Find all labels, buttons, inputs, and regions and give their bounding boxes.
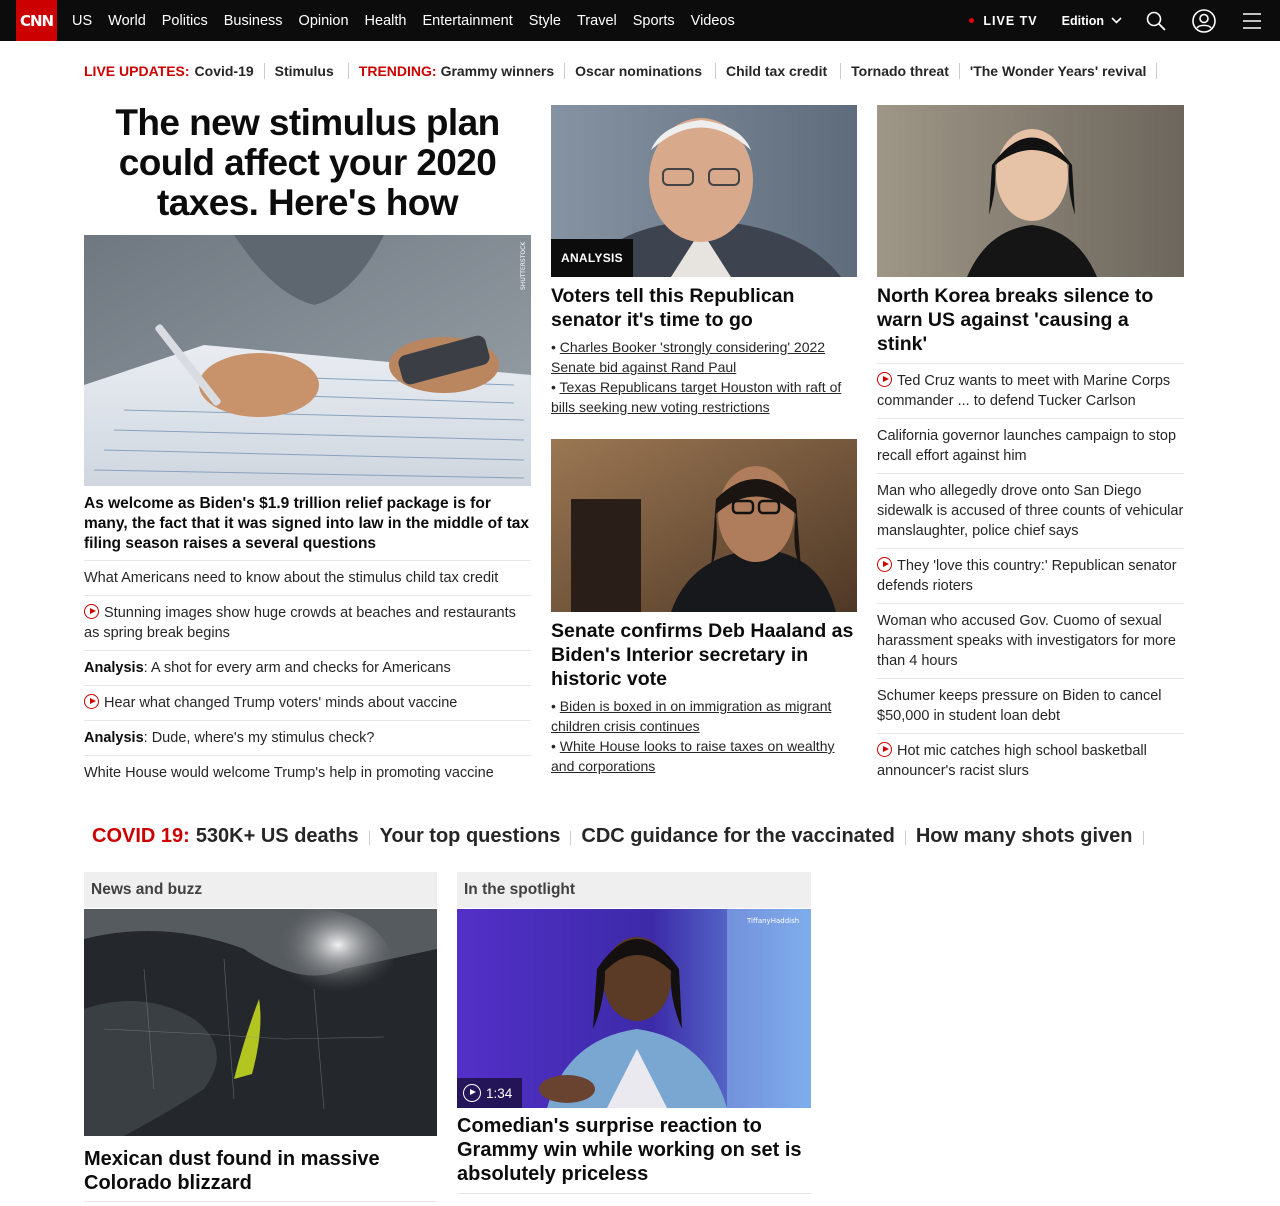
- nav-link-travel[interactable]: Travel: [576, 12, 617, 29]
- divider: [570, 831, 571, 845]
- bullet-item[interactable]: • Texas Republicans target Houston with raft of bills seeking new voting restrictions: [551, 379, 842, 415]
- nav-link-us[interactable]: US: [72, 12, 93, 29]
- lead-related-links: [84, 560, 531, 790]
- live-tv-button[interactable]: [969, 14, 1037, 28]
- link-text: California governor launches campaign to stop recall effort against him: [877, 428, 1177, 464]
- list-item[interactable]: [877, 473, 1184, 548]
- satellite-map: [84, 909, 437, 1136]
- bullet-item[interactable]: • White House looks to raise taxes on wealthy and corporations: [551, 738, 835, 774]
- video-thumbnail-comedian[interactable]: [457, 909, 811, 1108]
- nav-link-style[interactable]: Style: [528, 12, 561, 29]
- link-text: Stunning images show huge crowds at beaches and restaurants as spring break begins: [84, 605, 516, 641]
- image-credit: SHUTTERSTOCK: [520, 241, 527, 290]
- covid-link-questions[interactable]: Your top questions: [379, 824, 561, 847]
- play-video-icon: [84, 694, 99, 709]
- nav-link-politics[interactable]: Politics: [161, 12, 208, 29]
- story-title-blizzard[interactable]: Mexican dust found in massive Colorado blizzard: [84, 1148, 380, 1194]
- bullet-link[interactable]: Texas Republicans target Houston with raft of bills seeking new voting restrictions: [551, 379, 842, 415]
- list-item[interactable]: [84, 685, 531, 720]
- link-text: Ted Cruz wants to meet with Marine Corps commander ... to defend Tucker Carlson: [877, 373, 1171, 409]
- story-image-senator[interactable]: [551, 105, 857, 277]
- link-text: Hot mic catches high school basketball announcer's racist slurs: [877, 743, 1147, 779]
- search-icon[interactable]: [1144, 9, 1168, 33]
- hamburger-menu-icon[interactable]: [1240, 9, 1264, 33]
- lead-image-tax-form[interactable]: [84, 235, 531, 486]
- link-text: White House would welcome Trump's help in promoting vaccine: [84, 765, 494, 781]
- col3-related-links: [877, 363, 1184, 788]
- trending-bar: [84, 62, 1167, 80]
- divider: [564, 63, 565, 79]
- link-text: Woman who accused Gov. Cuomo of sexual harassment speaks with investigators for more than 4 hours: [877, 613, 1176, 669]
- divider: [369, 831, 370, 845]
- trending-label: TRENDING:: [358, 63, 437, 79]
- haaland-portrait: [551, 439, 857, 612]
- trending-link-wonder-years[interactable]: 'The Wonder Years' revival: [969, 63, 1147, 79]
- tax-form-illustration: [84, 235, 531, 486]
- list-item[interactable]: [877, 733, 1184, 788]
- divider: [1156, 63, 1157, 79]
- divider: [348, 63, 349, 79]
- story-image-satellite[interactable]: [84, 909, 437, 1136]
- video-duration-badge: [457, 1078, 522, 1108]
- list-item[interactable]: [877, 418, 1184, 473]
- divider: [905, 831, 906, 845]
- list-item[interactable]: [84, 755, 531, 790]
- trending-link-grammy[interactable]: Grammy winners: [440, 63, 555, 79]
- link-text: : Dude, where's my stimulus check?: [143, 730, 375, 746]
- link-text: : A shot for every arm and checks for Americans: [143, 660, 451, 676]
- bullet-link[interactable]: White House looks to raise taxes on wealthy and corporations: [551, 738, 835, 774]
- list-item[interactable]: [877, 363, 1184, 418]
- bullet-item[interactable]: • Charles Booker 'strongly considering' 2022 Senate bid against Rand Paul: [551, 339, 826, 375]
- list-item[interactable]: [84, 720, 531, 755]
- link-text: Hear what changed Trump voters' minds about vaccine: [104, 695, 458, 711]
- story-image-haaland[interactable]: [551, 439, 857, 612]
- play-video-icon: [877, 557, 892, 572]
- lead-summary[interactable]: As welcome as Biden's $1.9 trillion relief package is for many, the fact that it was signed into law in the middle of tax filing season raises a several questions: [84, 495, 529, 552]
- list-item[interactable]: [877, 678, 1184, 733]
- trending-link-tornado[interactable]: Tornado threat: [851, 63, 949, 79]
- chevron-down-icon: [1111, 17, 1122, 24]
- covid-link-shots-given[interactable]: How many shots given: [915, 824, 1133, 847]
- story-title-north-korea[interactable]: North Korea breaks silence to warn US against 'causing a stink': [877, 285, 1154, 355]
- edition-label: Edition: [1061, 13, 1104, 28]
- divider: [840, 63, 841, 79]
- play-video-icon: [877, 372, 892, 387]
- live-updates-label: LIVE UPDATES:: [84, 63, 190, 79]
- nav-link-health[interactable]: Health: [364, 12, 407, 29]
- divider: [84, 1201, 437, 1202]
- top-nav: [0, 0, 1280, 41]
- story-bullets-senator: [551, 337, 857, 417]
- story-title-senator[interactable]: Voters tell this Republican senator it's time to go: [551, 285, 795, 331]
- nav-link-world[interactable]: World: [108, 12, 146, 29]
- north-korea-portrait: [877, 105, 1184, 277]
- divider: [457, 1193, 811, 1194]
- divider: [264, 63, 265, 79]
- trending-link-stimulus[interactable]: Stimulus: [274, 63, 334, 79]
- section-header-spotlight: In the spotlight: [457, 872, 811, 908]
- analysis-label: Analysis: [84, 730, 144, 746]
- cnn-logo[interactable]: CNN: [16, 0, 57, 41]
- covid-label: COVID 19:: [92, 824, 190, 847]
- lead-headline[interactable]: The new stimulus plan could affect your 2020 taxes. Here's how: [115, 102, 500, 223]
- trending-link-child-tax[interactable]: Child tax credit: [725, 63, 828, 79]
- story-bullets-haaland: [551, 696, 857, 776]
- covid-bar: [92, 823, 1154, 849]
- story-title-comedian[interactable]: Comedian's surprise reaction to Grammy win while working on set is absolutely priceless: [457, 1115, 802, 1185]
- section-header-news: News and buzz: [84, 872, 437, 908]
- list-item[interactable]: [877, 603, 1184, 678]
- divider: [715, 63, 716, 79]
- edition-dropdown[interactable]: [1062, 14, 1122, 28]
- analysis-tag: ANALYSIS: [551, 239, 633, 277]
- covid-link-cdc-guidance[interactable]: CDC guidance for the vaccinated: [581, 824, 895, 847]
- link-text: What Americans need to know about the stimulus child tax credit: [84, 570, 499, 586]
- trending-link-covid[interactable]: Covid-19: [194, 63, 254, 79]
- trending-link-oscar[interactable]: Oscar nominations: [575, 63, 702, 79]
- covid-link-deaths[interactable]: 530K+ US deaths: [195, 824, 359, 847]
- link-text: They 'love this country:' Republican senator defends rioters: [877, 558, 1177, 594]
- play-icon: [463, 1084, 481, 1102]
- link-text: Man who allegedly drove onto San Diego sidewalk is accused of three counts of vehicular manslaughter, police chief says: [877, 483, 1184, 539]
- story-image-north-korea[interactable]: [877, 105, 1184, 277]
- bullet-item[interactable]: • Biden is boxed in on immigration as migrant children crisis continues: [551, 698, 832, 734]
- nav-link-entertainment[interactable]: Entertainment: [422, 12, 513, 29]
- analysis-label: Analysis: [84, 660, 144, 676]
- play-video-icon: [877, 742, 892, 757]
- nav-link-opinion[interactable]: Opinion: [298, 12, 349, 29]
- divider: [1143, 831, 1144, 845]
- video-overlay-handle: TiffanyHaddish: [747, 917, 800, 925]
- bullet-link[interactable]: Charles Booker 'strongly considering' 2022 Senate bid against Rand Paul: [551, 339, 826, 375]
- bullet-link[interactable]: Biden is boxed in on immigration as migrant children crisis continues: [551, 698, 832, 734]
- nav-link-videos[interactable]: Videos: [690, 12, 735, 29]
- live-dot-icon: [969, 18, 974, 23]
- divider: [959, 63, 960, 79]
- link-text: Schumer keeps pressure on Biden to cancel $50,000 in student loan debt: [877, 688, 1162, 724]
- live-tv-label: LIVE TV: [983, 13, 1038, 28]
- list-item[interactable]: [84, 650, 531, 685]
- nav-link-business[interactable]: Business: [223, 12, 283, 29]
- nav-right: [969, 0, 1280, 41]
- video-duration: 1:34: [486, 1085, 513, 1101]
- nav-link-sports[interactable]: Sports: [632, 12, 675, 29]
- account-icon[interactable]: [1192, 9, 1216, 33]
- story-title-haaland[interactable]: Senate confirms Deb Haaland as Biden's Interior secretary in historic vote: [551, 620, 854, 690]
- list-item[interactable]: [84, 560, 531, 595]
- nav-links: [72, 0, 735, 41]
- list-item[interactable]: [84, 595, 531, 650]
- play-video-icon: [84, 604, 99, 619]
- list-item[interactable]: [877, 548, 1184, 603]
